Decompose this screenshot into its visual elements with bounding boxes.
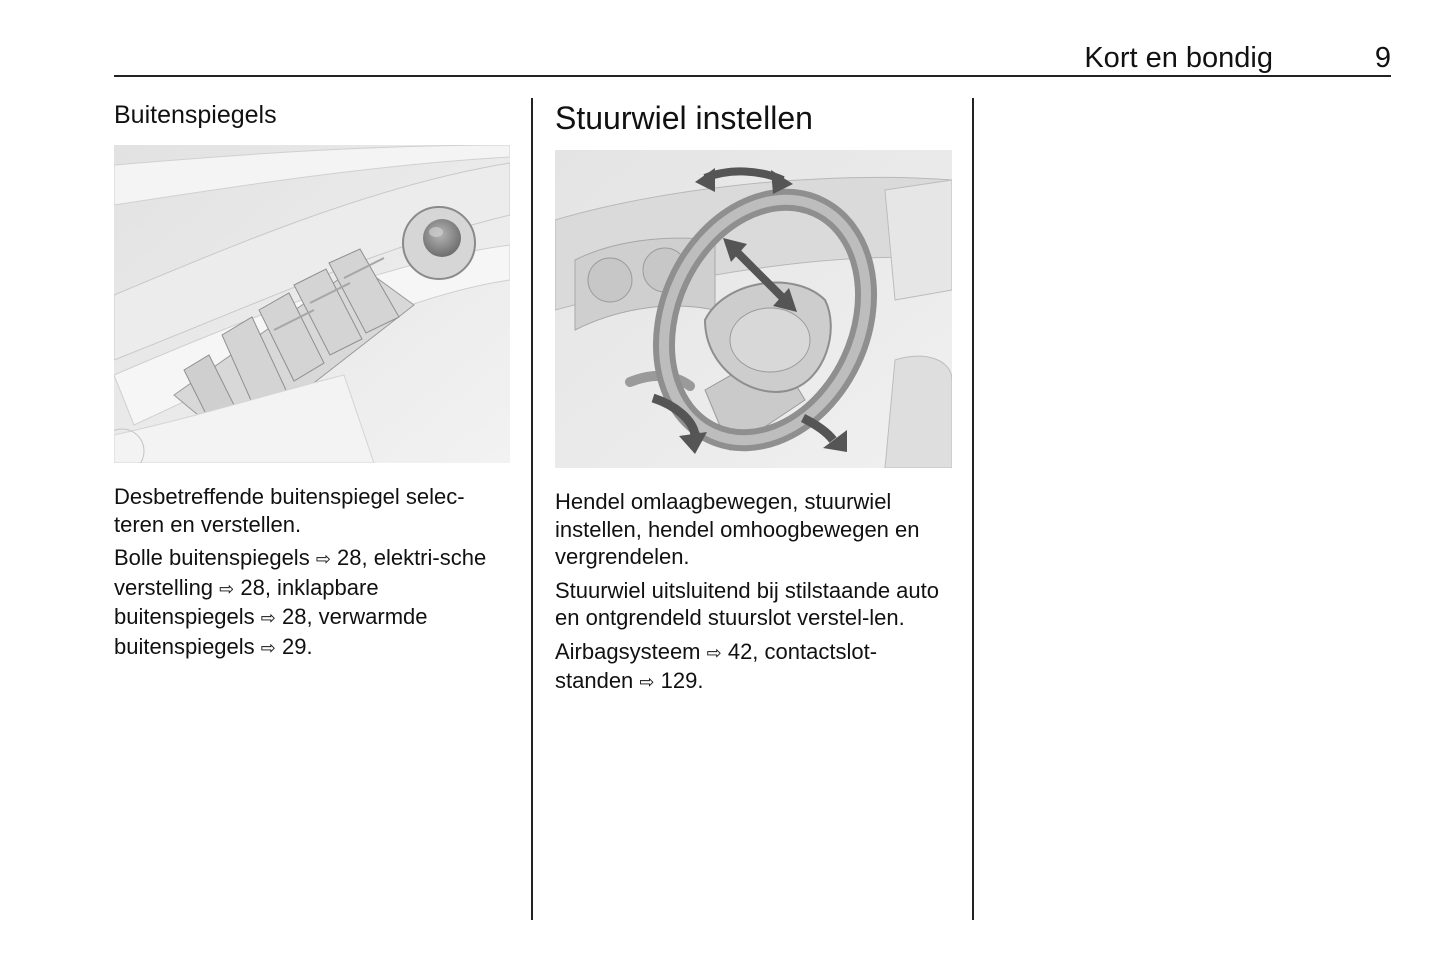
xref-arrow-icon: ⇨ (260, 637, 276, 659)
paragraph-adjust-steps: Hendel omlaagbewegen, stuurwiel instellen, hendel omhoogbewegen en vergrendelen. (555, 489, 920, 569)
column-divider-right (972, 98, 974, 920)
paragraph-steering-references: Airbagsysteem ⇨ 42, contactslot-standen ⇨ 129. (555, 638, 878, 693)
column-middle (555, 96, 953, 703)
xref-arrow-icon: ⇨ (219, 578, 235, 600)
section-heading-buitenspiegels: Buitenspiegels (114, 101, 277, 129)
section-heading-stuurwiel: Stuurwiel instellen (555, 100, 813, 136)
paragraph-select-mirror: Desbetreffende buitenspiegel selec-teren en verstellen. (114, 484, 465, 537)
xref-arrow-icon: ⇨ (639, 672, 655, 693)
column-left (114, 96, 512, 668)
running-header-title: Kort en bondig (1084, 42, 1273, 74)
xref-arrow-icon: ⇨ (706, 642, 722, 664)
page-number: 9 (1374, 42, 1391, 74)
door-window-switch-panel-icon (114, 145, 510, 463)
paragraph-adjust-warning: Stuurwiel uitsluitend bij stilstaande auto en ontgrendeld stuurslot verstel-len. (555, 577, 940, 630)
header-rule (114, 75, 1391, 77)
xref-arrow-icon: ⇨ (315, 549, 331, 570)
xref-arrow-icon: ⇨ (260, 608, 276, 629)
steering-wheel-adjustment-icon (555, 150, 952, 468)
column-divider-left (531, 98, 533, 920)
paragraph-mirror-references: Bolle buitenspiegels ⇨ 28, elektri-sche verstelling ⇨ 28, inklapbare buitenspiegels ⇨ 28, verwarmde buitenspiegels ⇨ 29. (114, 545, 487, 659)
